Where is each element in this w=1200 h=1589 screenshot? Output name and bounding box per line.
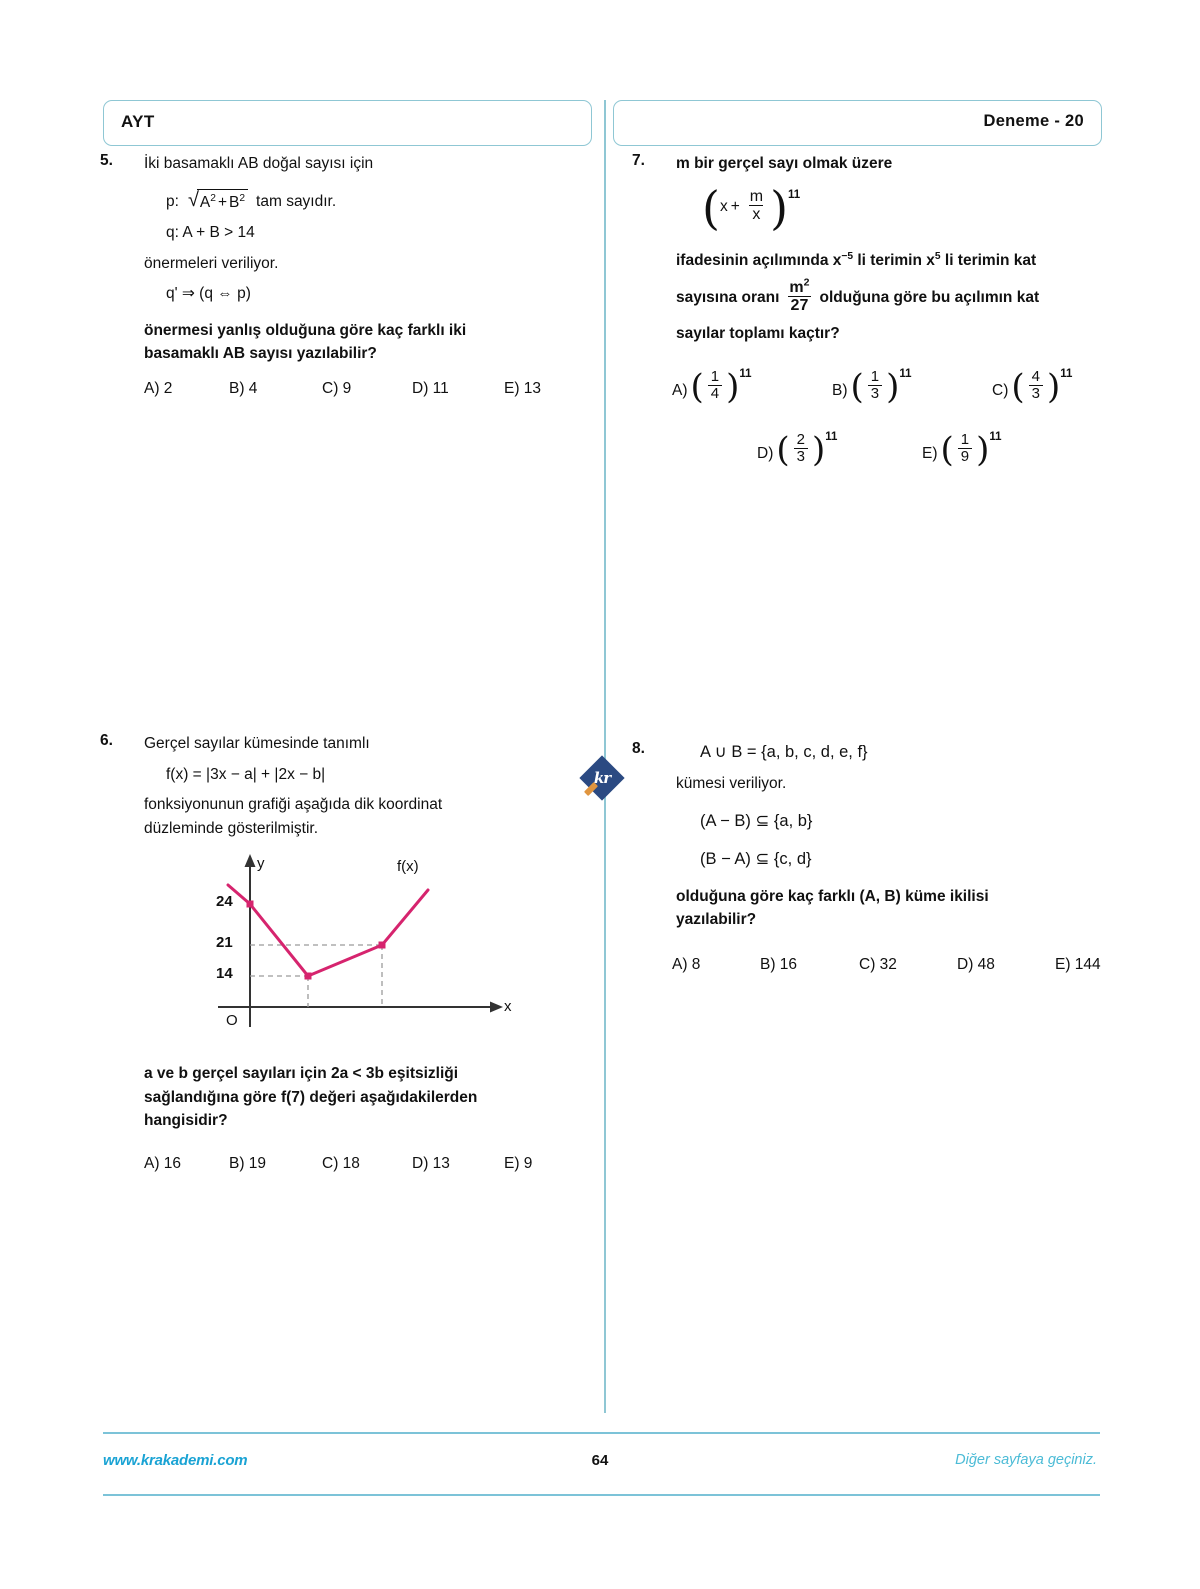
option-e[interactable] [922, 429, 1002, 470]
question-6-desc-line-2: düzleminde gösterilmiştir. [144, 819, 319, 837]
question-5-number: 5. [100, 152, 113, 169]
footer-next-page-note: Diğer sayfaya geçiniz. [955, 1452, 1097, 1468]
question-5-prompt-line-2: basamaklı AB sayısı yazılabilir? [144, 345, 377, 363]
option-a-exponent: 11 [739, 368, 752, 380]
question-6-number: 6. [100, 732, 113, 749]
ratio-numerator: $m^2$ [789, 276, 810, 296]
option-c[interactable]: C) 18 [322, 1155, 360, 1172]
radicand-a-exponent: 2 [210, 192, 216, 204]
option-c[interactable]: C) 32 [859, 956, 897, 973]
footer-rule-bottom [103, 1494, 1100, 1496]
question-5-logic-expression: q' ⇒ (q ⇔ p) [166, 285, 251, 303]
option-b-denominator: 3 [868, 385, 882, 402]
left-paren: ( [776, 429, 790, 470]
expr-denominator: x [749, 205, 763, 223]
body-text-c: li terimin kat [940, 252, 1037, 270]
plus-sign: + [217, 193, 228, 211]
option-c-denominator: 3 [1029, 385, 1043, 402]
question-7-body-line-2 [676, 276, 1040, 316]
right-paren: ) [976, 429, 990, 470]
left-paren: ( [1011, 366, 1025, 407]
option-a-label: A) [672, 382, 688, 399]
option-a-fraction [708, 369, 722, 402]
right-paren: ) [726, 366, 740, 407]
option-e-fraction [958, 432, 972, 465]
option-c-numerator: 4 [1031, 368, 1040, 385]
y-tick-24: 24 [216, 893, 233, 910]
option-d-exponent: 11 [825, 431, 838, 443]
question-5-given: önermeleri veriliyor. [144, 254, 279, 272]
left-paren: ( [690, 366, 704, 407]
body-text-a: ifadesinin açılımında x [676, 252, 842, 270]
ratio-fraction [786, 276, 812, 315]
footer-website-link[interactable]: www.krakademi.com [103, 1452, 248, 1469]
question-6-stem: Gerçel sayılar kümesinde tanımlı [144, 735, 370, 752]
curve-label: f(x) [397, 858, 419, 875]
option-d[interactable] [757, 429, 838, 470]
option-d-numerator: 2 [796, 431, 805, 448]
option-d[interactable]: D) 11 [412, 380, 449, 397]
expr-plus: + [730, 198, 740, 216]
exponent-5: 5 [934, 250, 941, 262]
square-root-expression: √ $A^2 + B^2$ [186, 189, 248, 215]
option-e-exponent: 11 [989, 431, 1002, 443]
option-b-fraction [868, 369, 882, 402]
option-e[interactable]: E) 144 [1055, 956, 1101, 973]
question-8-number: 8. [632, 740, 645, 757]
option-a[interactable]: A) 16 [144, 1155, 182, 1172]
option-d-fraction [794, 432, 808, 465]
expr-numerator: m [749, 188, 764, 206]
header-box-left [103, 100, 592, 146]
option-d[interactable]: D) 13 [412, 1155, 450, 1172]
radicand-b: B [229, 193, 240, 211]
option-b-exponent: 11 [899, 368, 912, 380]
right-paren: ) [1046, 366, 1061, 407]
expr-exponent: 11 [788, 188, 801, 201]
option-a-numerator: 1 [710, 368, 720, 385]
question-8-prompt-line-1: olduğuna göre kaç farklı (A, B) küme ikilisi [676, 887, 989, 905]
option-d[interactable]: D) 48 [957, 956, 995, 973]
y-axis-label: y [257, 855, 265, 872]
option-e-numerator: 1 [960, 431, 970, 448]
test-name-label: Deneme - 20 [983, 112, 1084, 130]
exam-type-label: AYT [121, 112, 155, 131]
header-box-right [613, 100, 1102, 146]
question-5-proposition-p [144, 189, 466, 215]
exponent-neg5: −5 [841, 250, 854, 262]
question-6-graph [200, 845, 530, 1040]
prop-p-label: p: [166, 192, 179, 210]
question-7-expression [676, 180, 1039, 235]
question-7-options [672, 366, 1122, 500]
option-e-label: E) [922, 445, 938, 462]
question-6-desc-line-1: fonksiyonunun grafiği aşağıda dik koordinat [144, 796, 443, 814]
question-8-given: kümesi veriliyor. [676, 775, 787, 793]
question-6-prompt-line-3: hangisidir? [144, 1112, 228, 1130]
option-e[interactable]: E) 13 [504, 380, 542, 397]
question-7-body-line-1 [676, 249, 1039, 273]
option-a[interactable]: A) 8 [672, 956, 701, 973]
expr-variable-x: x [719, 198, 728, 216]
left-paren: ( [850, 366, 864, 407]
option-c[interactable] [992, 366, 1073, 407]
body-text-ratio-prefix: sayısına oranı [676, 288, 780, 306]
right-paren: ) [886, 366, 900, 407]
left-paren: ( [940, 429, 954, 470]
question-5-stem: İki basamaklı AB doğal sayısı için [144, 155, 374, 172]
expr-fraction [747, 188, 766, 224]
krakademi-logo-icon [580, 756, 624, 800]
logo-monogram: kr [593, 769, 611, 787]
body-text-b: li terimin x [853, 252, 935, 270]
question-5-prompt-line-1: önermesi yanlış olduğuna göre kaç farklı iki [144, 321, 467, 339]
question-5-proposition-q: q: A + B > 14 [166, 224, 255, 242]
y-tick-14: 14 [216, 965, 233, 982]
option-b[interactable]: B) 4 [229, 380, 258, 397]
origin-label: O [226, 1012, 238, 1029]
question-7-body-line-3: sayılar toplamı kaçtır? [676, 325, 840, 343]
right-paren: ) [811, 429, 826, 470]
y-tick-21: 21 [216, 934, 233, 951]
question-8-condition-1: (A − B) ⊆ {a, b} [700, 811, 813, 830]
option-a-denominator: 4 [708, 385, 722, 402]
option-a[interactable]: A) 2 [144, 380, 173, 397]
question-8-union-expression: A ∪ B = {a, b, c, d, e, f} [700, 743, 868, 761]
body-text-ratio-suffix: olduğuna göre bu açılımın kat [819, 288, 1040, 306]
option-b[interactable]: B) 16 [760, 956, 798, 973]
option-b[interactable]: B) 19 [229, 1155, 267, 1172]
left-paren: ( [702, 180, 720, 235]
question-7-stem: m bir gerçel sayı olmak üzere [676, 155, 893, 172]
footer-page-number: 64 [591, 1452, 609, 1469]
right-paren: ) [770, 180, 789, 235]
option-e[interactable]: E) 9 [504, 1155, 533, 1172]
option-c-label: C) [992, 382, 1009, 399]
footer-rule-top [103, 1432, 1100, 1434]
x-axis-label: x [504, 998, 512, 1015]
question-6-prompt-line-2: sağlandığına göre f(7) değeri aşağıdakilerden [144, 1088, 478, 1106]
option-b-numerator: 1 [870, 368, 880, 385]
question-8-prompt-line-2: yazılabilir? [676, 911, 757, 929]
question-6-function-definition: f(x) = |3x − a| + |2x − b| [166, 765, 326, 783]
radicand-b-exponent: 2 [239, 192, 246, 204]
option-c[interactable]: C) 9 [322, 380, 352, 397]
option-e-denominator: 9 [958, 448, 972, 465]
radicand-a: A [199, 193, 211, 211]
option-b[interactable] [832, 366, 912, 407]
option-c-fraction [1029, 369, 1043, 402]
option-d-label: D) [757, 445, 774, 462]
option-a[interactable] [672, 366, 752, 407]
question-8-condition-2: (B − A) ⊆ {c, d} [700, 849, 812, 868]
question-7-number: 7. [632, 152, 645, 169]
option-d-denominator: 3 [794, 448, 808, 465]
option-b-label: B) [832, 382, 848, 399]
question-6-prompt-line-1: a ve b gerçel sayıları için 2a < 3b eşitsizliği [144, 1065, 459, 1082]
question-6-prompt [144, 1062, 624, 1133]
ratio-denominator: 27 [788, 296, 812, 314]
option-c-exponent: 11 [1060, 368, 1073, 380]
prop-p-text: tam sayıdır. [256, 192, 337, 210]
